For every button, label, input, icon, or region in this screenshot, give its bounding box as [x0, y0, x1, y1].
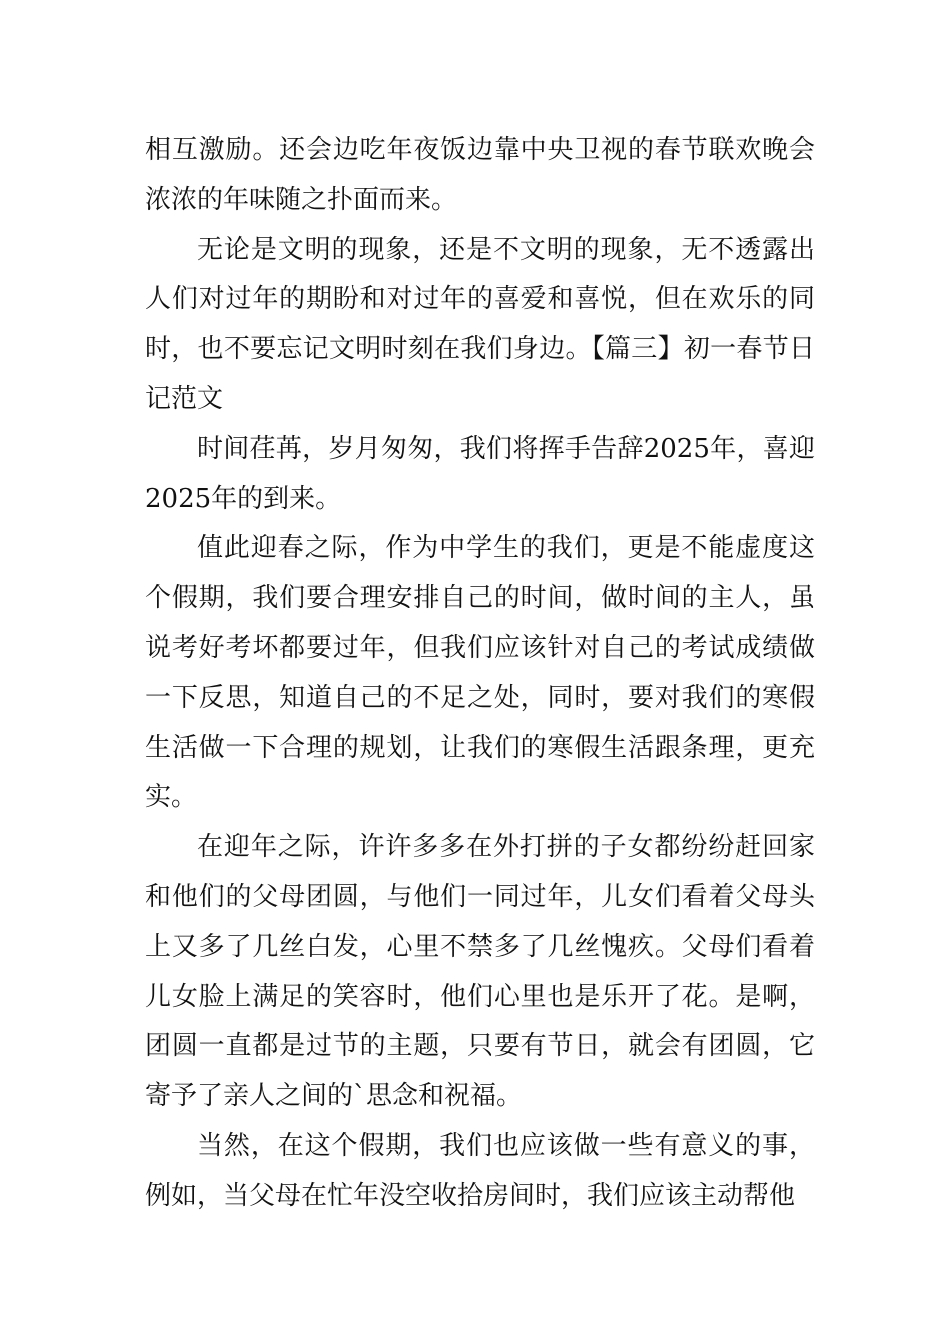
paragraph-3: 时间荏苒，岁月匆匆，我们将挥手告辞2025年，喜迎2025年的到来。 [145, 433, 815, 514]
paragraph-4: 值此迎春之际，作为中学生的我们，更是不能虚度这个假期，我们要合理安排自己的时间，做时间的主人，虽说考好考坏都要过年，但我们应该针对自己的考试成绩做一下反思，知道自己的不足之处，同时，要对我们的寒假生活做一下合理的规划，让我们的寒假生活跟条理，更充实。 [145, 533, 815, 813]
paragraph-6: 当然，在这个假期，我们也应该做一些有意义的事，例如，当父母在忙年没空收拾房间时，我们应该主动帮他 [145, 1130, 815, 1211]
paragraph-2: 无论是文明的现象，还是不文明的现象，无不透露出人们对过年的期盼和对过年的喜爱和喜悦，但在欢乐的同时，也不要忘记文明时刻在我们身边。【篇三】初一春节日记范文 [145, 234, 815, 414]
paragraph-5: 在迎年之际，许许多多在外打拼的子女都纷纷赶回家和他们的父母团圆，与他们一同过年，儿女们看着父母头上又多了几丝白发，心里不禁多了几丝愧疚。父母们看着儿女脸上满足的笑容时，他们心里也是乐开了花。是啊，团圆一直都是过节的主题，只要有节日，就会有团圆，它寄予了亲人之间的`思念和祝福。 [145, 832, 815, 1112]
paragraph-1: 相互激励。还会边吃年夜饭边靠中央卫视的春节联欢晚会浓浓的年味随之扑面而来。 [145, 135, 815, 215]
document-body [145, 126, 815, 1222]
